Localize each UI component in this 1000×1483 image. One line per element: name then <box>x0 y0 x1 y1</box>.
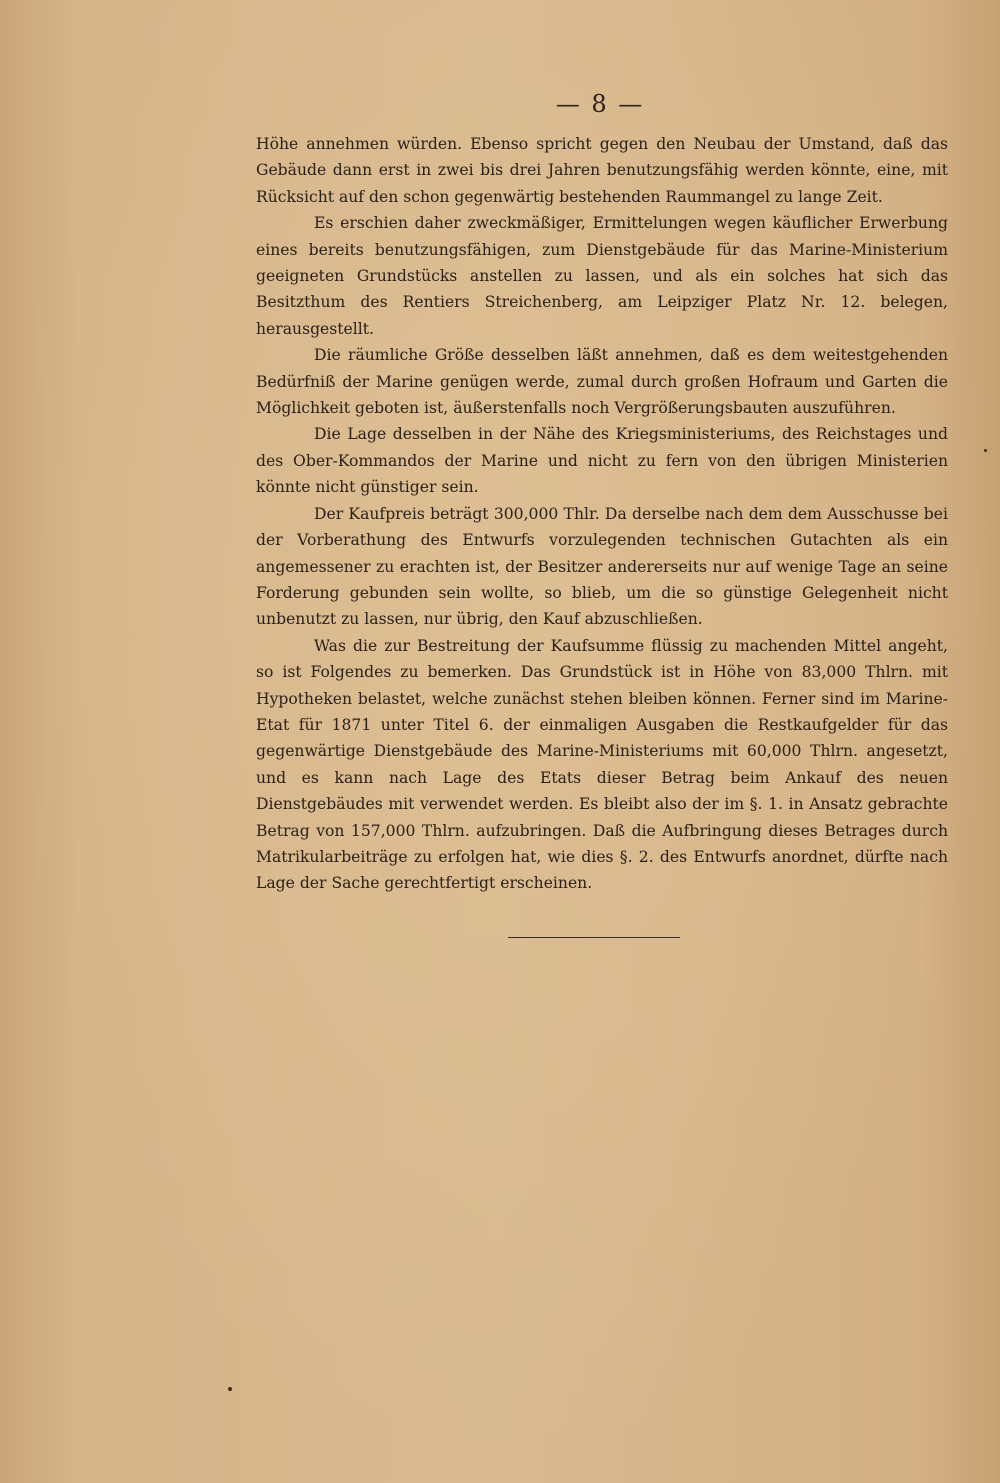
paragraph-5: Der Kaufpreis beträgt 300,000 Thlr. Da derselbe nach dem dem Ausschusse bei der Vorberathung des Entwurfs vorzulegenden technischen Gutachten als ein angemessener zu erachten ist, der Besitzer andererseits nur auf wenige Tage an seine Forderung gebunden sein wollte, so blieb, um die so günstige Gelegenheit nicht unbenutzt zu lassen, nur übrig, den Kauf abzuschließen. <box>256 504 948 629</box>
paragraph-6: Was die zur Bestreitung der Kaufsumme flüssig zu machenden Mittel angeht, so ist Folgendes zu bemerken. Das Grundstück ist in Höhe von 83,000 Thlrn. mit Hypotheken belastet, welche zunächst stehen bleiben können. Ferner sind im Marine-Etat für 1871 unter Titel 6. der einmaligen Ausgaben die Restkaufgelder für das gegenwärtige Dienstgebäude des Marine-Ministeriums mit 60,000 Thlrn. angesetzt, und es kann nach Lage des Etats dieser Betrag beim Ankauf des neuen Dienstgebäudes mit verwendet werden. Es bleibt also der im §. 1. in Ansatz gebrachte Betrag von 157,000 Thlrn. aufzubringen. Daß die Aufbringung dieses Betrages durch Matrikularbeiträge zu erfolgen hat, wie dies §. 2. des Entwurfs anordnet, dürfte nach Lage der Sache gerechtfertigt erscheinen. <box>256 636 948 893</box>
closing-rule <box>508 937 680 938</box>
ink-speck <box>228 1387 232 1391</box>
paragraph-1: Höhe annehmen würden. Ebenso spricht gegen den Neubau der Umstand, daß das Gebäude dann erst in zwei bis drei Jahren benutzungsfähig werden könnte, eine, mit Rücksicht auf den schon gegenwärtig bestehenden Raummangel zu lange Zeit. <box>256 135 948 206</box>
page-number: — 8 — <box>555 90 645 118</box>
body-text <box>256 131 948 897</box>
paragraph-2: Es erschien daher zweckmäßiger, Ermittelungen wegen käuflicher Erwerbung eines bereits benutzungsfähigen, zum Dienstgebäude für das Marine-Ministerium geeigneten Grundstücks anstellen zu lassen, und als ein solches hat sich das Besitzthum des Rentiers Streichenberg, am Leipziger Platz Nr. 12. belegen, herausgestellt. <box>256 214 948 338</box>
paragraph-4: Die Lage desselben in der Nähe des Kriegsministeriums, des Reichstages und des Ober-Kommandos der Marine und nicht zu fern von den übrigen Ministerien könnte nicht günstiger sein. <box>256 425 948 497</box>
ink-speck <box>984 449 987 452</box>
paragraph-3: Die räumliche Größe desselben läßt annehmen, daß es dem weitestgehenden Bedürfniß der Marine genügen werde, zumal durch großen Hofraum und Garten die Möglichkeit geboten ist, äußerstenfalls noch Vergrößerungsbauten auszuführen. <box>256 346 948 418</box>
